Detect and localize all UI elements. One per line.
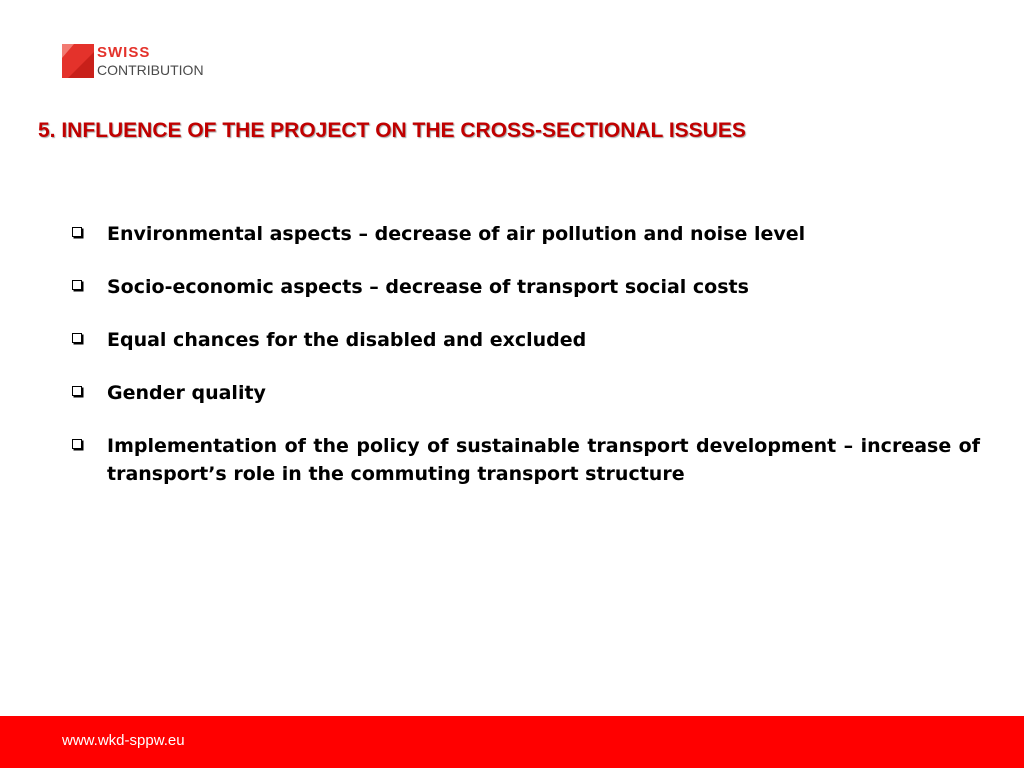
list-item [72,326,980,354]
page-title: 5. INFLUENCE OF THE PROJECT ON THE CROSS-SECTIONAL ISSUES [38,119,746,142]
bullet-text: Environmental aspects – decrease of air pollution and noise level [107,223,806,245]
checkbox-bullet-icon [72,227,82,237]
checkbox-bullet-icon [72,333,82,343]
footer-website-link[interactable]: www.wkd-sppw.eu [62,732,185,749]
footer-bar [0,716,1024,768]
checkbox-bullet-icon [72,439,82,449]
logo-text [97,45,204,77]
bullet-text: Implementation of the policy of sustainable transport development – increase of transport’s role in the commuting transport structure [107,435,980,485]
bullet-text: Gender quality [107,382,266,404]
logo-line-swiss: SWISS [97,44,151,61]
list-item [72,273,980,301]
checkbox-bullet-icon [72,386,82,396]
swiss-contribution-logo [62,43,204,79]
bullet-text: Socio-economic aspects – decrease of transport social costs [107,276,749,298]
checkbox-bullet-icon [72,280,82,290]
swiss-cross-icon [62,44,94,78]
bullet-list [72,220,980,513]
bullet-text: Equal chances for the disabled and excluded [107,329,587,351]
logo-line-contribution: CONTRIBUTION [97,62,204,78]
list-item [72,220,980,248]
list-item [72,379,980,407]
list-item [72,432,980,488]
